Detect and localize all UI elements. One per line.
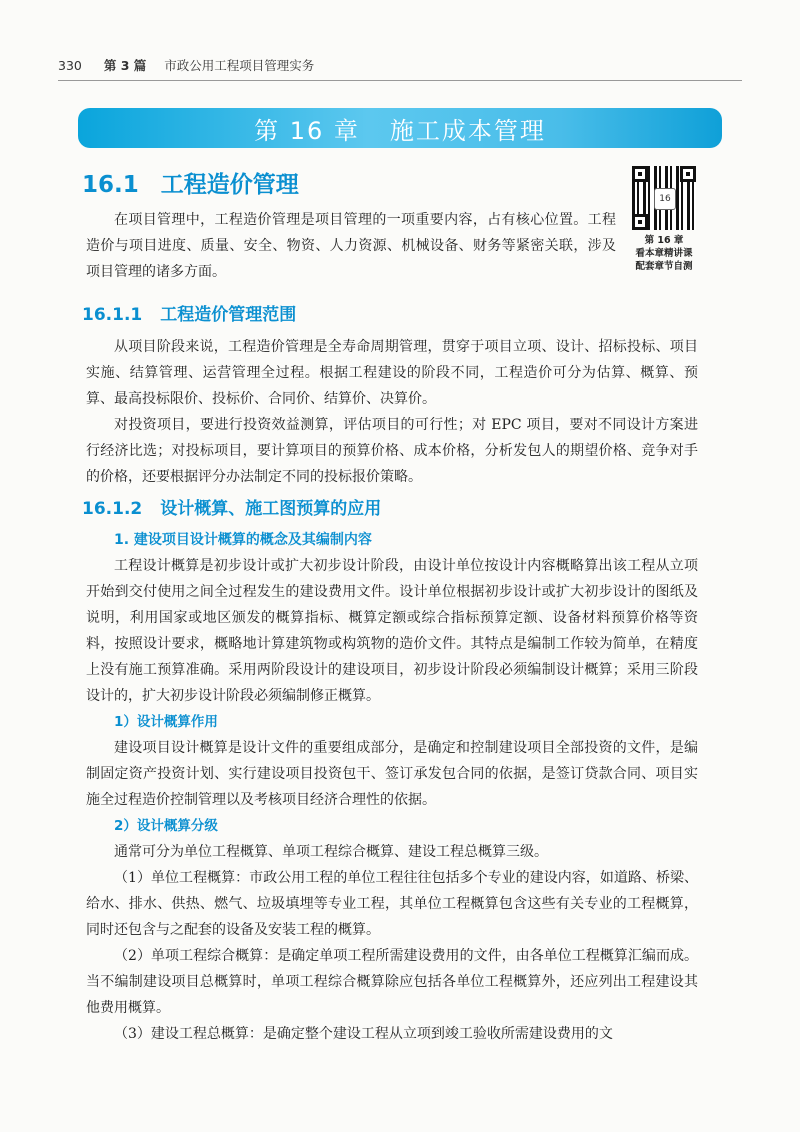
paragraph: （2）单项工程综合概算：是确定单项工程所需建设费用的文件，由各单位工程概算汇编而成。当不编制建设项目总概算时，单项工程综合概算除应包括各单位工程概算外，还应列出工程建设其他费用概算。 <box>86 948 698 1016</box>
qr-chapter-badge: 16 <box>654 188 676 210</box>
subsection-body <box>86 527 698 1047</box>
section-intro <box>86 207 616 285</box>
qr-caption-line: 看本章精讲课 <box>635 248 693 259</box>
qr-caption-line: 配套章节自测 <box>635 261 693 272</box>
section-title: 工程造价管理 <box>160 172 299 198</box>
page-number: 330 <box>58 58 82 73</box>
part-label: 第 3 篇 <box>103 58 147 73</box>
header-divider <box>58 80 742 81</box>
chapter-banner <box>78 108 722 148</box>
paragraph: 对投资项目，要进行投资效益测算，评估项目的可行性；对 EPC 项目，要对不同设计方案进行经济比选；对投标项目，要计算项目的预算价格、成本价格，分析发包人的期望价格、竞争对手的价格，还要根据评分办法制定不同的投标报价策略。 <box>86 417 698 485</box>
subsection-title: 设计概算、施工图预算的应用 <box>160 499 382 519</box>
qr-finder-pattern <box>632 166 648 182</box>
subsection-number: 16.1.2 <box>82 499 143 519</box>
subsection-number: 16.1.1 <box>82 305 143 325</box>
qr-finder-pattern <box>680 166 696 182</box>
heading-level-4: 1）设计概算作用 <box>114 714 218 730</box>
heading-level-4: 2）设计概算分级 <box>114 818 218 834</box>
paragraph: 建设项目设计概算是设计文件的重要组成部分，是确定和控制建设项目全部投资的文件，是编制固定资产投资计划、实行建设项目投资包干、签订承发包合同的依据，是签订贷款合同、项目实施全过程造价控制管理以及考核项目经济合理性的依据。 <box>86 740 698 808</box>
chapter-number: 第 16 章 <box>254 116 360 145</box>
paragraph: （3）建设工程总概算：是确定整个建设工程从立项到竣工验收所需建设费用的文 <box>114 1026 613 1042</box>
chapter-title: 施工成本管理 <box>389 116 546 145</box>
subsection-heading <box>82 300 296 325</box>
paragraph: 从项目阶段来说，工程造价管理是全寿命周期管理，贯穿于项目立项、设计、招标投标、项目实施、结算管理、运营管理全过程。根据工程建设的阶段不同，工程造价可分为估算、概算、预算、最高投标限价、投标价、合同价、结算价、决算价。 <box>86 339 698 407</box>
qr-caption <box>628 234 700 273</box>
subsection-heading <box>82 494 381 519</box>
paragraph: （1）单位工程概算：市政公用工程的单位工程往往包括多个专业的建设内容，如道路、桥梁、给水、排水、供热、燃气、垃圾填埋等专业工程，其单位工程概算包含这些有关专业的工程概算，同时还包含与之配套的设备及安装工程的概算。 <box>86 870 698 938</box>
paragraph: 通常可分为单位工程概算、单项工程综合概算、建设工程总概算三级。 <box>114 844 548 860</box>
qr-code-icon[interactable] <box>632 166 696 230</box>
subsection-title: 工程造价管理范围 <box>160 305 297 325</box>
paragraph: 工程设计概算是初步设计或扩大初步设计阶段，由设计单位按设计内容概略算出该工程从立项开始到交付使用之间全过程发生的建设费用文件。设计单位根据初步设计或扩大初步设计的图纸及说明，利用国家或地区颁发的概算指标、概算定额或综合指标预算定额、设备材料预算价格等资料，按照设计要求，概略地计算建筑物或构筑物的造价文件。其特点是编制工作较为简单，在精度上没有施工预算准确。采用两阶段设计的建设项目，初步设计阶段必须编制设计概算；采用三阶段设计的，扩大初步设计阶段必须编制修正概算。 <box>86 558 698 704</box>
subsection-body <box>86 334 698 490</box>
qr-caption-line: 第 16 章 <box>644 235 684 246</box>
running-header <box>58 56 742 74</box>
section-heading <box>82 166 299 199</box>
part-title: 市政公用工程项目管理实务 <box>164 58 315 73</box>
qr-code-block[interactable] <box>628 166 700 273</box>
heading-level-3: 1. 建设项目设计概算的概念及其编制内容 <box>114 532 372 548</box>
paragraph: 在项目管理中，工程造价管理是项目管理的一项重要内容，占有核心位置。工程造价与项目进度、质量、安全、物资、人力资源、机械设备、财务等紧密关联，涉及项目管理的诸多方面。 <box>86 212 616 280</box>
section-number: 16.1 <box>82 172 139 198</box>
qr-finder-pattern <box>632 214 648 230</box>
